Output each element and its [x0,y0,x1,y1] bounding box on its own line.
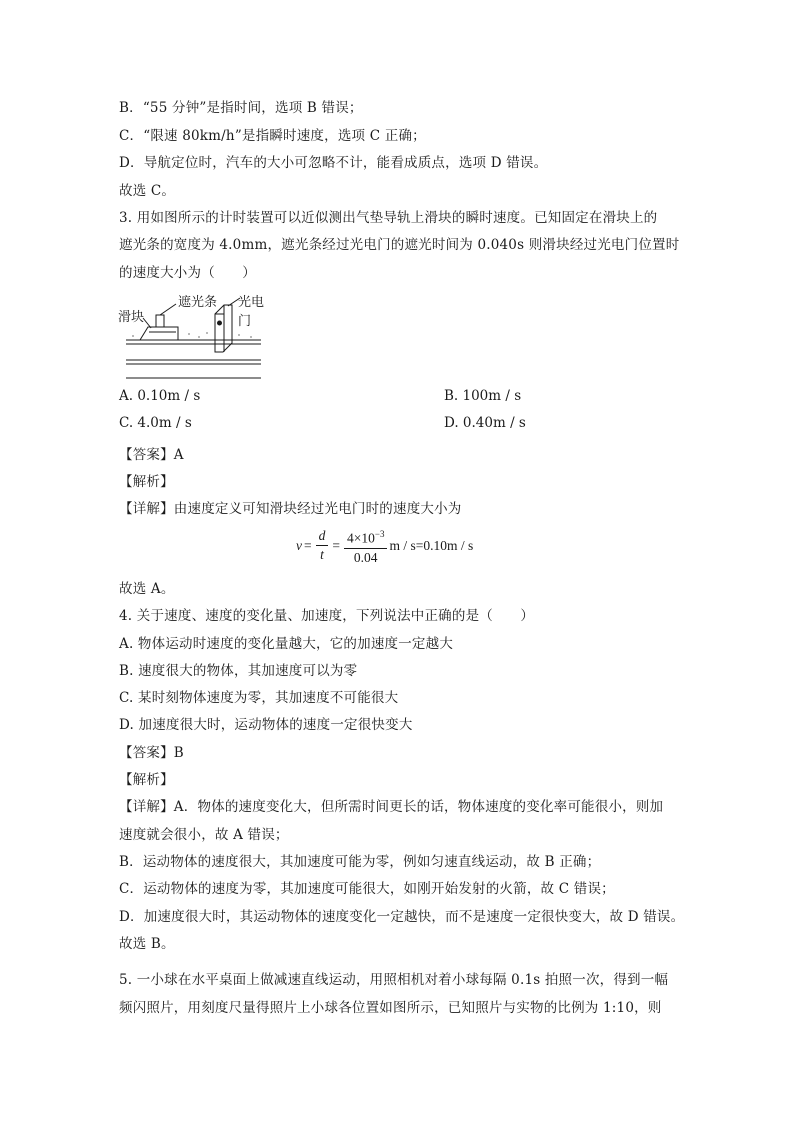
q4-answer: 【答案】B [119,745,184,761]
q3-stem-2: 遮光条的宽度为 4.0mm，遮光条经过光电门的遮光时间为 0.040s 则滑块经过光电门位置时 [119,237,680,253]
q4-option-c: C. 某时刻物体速度为零，其加速度不可能很大 [119,690,399,706]
velocity-formula [296,525,473,569]
formula-result: m / s=0.10m / s [389,537,474,553]
q3-stem-3: 的速度大小为（ ） [119,265,256,281]
line-2: C．“限速 80km/h”是指瞬时速度，选项 C 正确； [119,128,426,144]
fraction-denominator: 0.04 [353,549,378,565]
q3-conclusion: 故选 A。 [119,581,175,597]
air-track-figure [118,288,268,384]
slider-label: 滑块 [118,310,145,325]
fraction-t: t [320,547,324,563]
q4-detail-2: 速度就会很小，故 A 错误； [119,827,289,843]
formula-eq-1: = [304,537,312,553]
numerator-base: 4×10 [347,530,375,546]
q3-answer: 【答案】A [119,447,184,463]
fraction-d: d [316,527,329,546]
gate-label: 光电门 [238,295,265,329]
q3-option-b: B. 100m / s [444,388,522,404]
line-4: 故选 C。 [119,183,176,199]
q3-option-c: C. 4.0m / s [119,415,192,431]
q3-option-d: D. 0.40m / s [444,415,526,431]
q3-stem-1: 3. 用如图所示的计时装置可以近似测出气垫导轨上滑块的瞬时速度。已知固定在滑块上的 [119,210,658,226]
q3-detail: 【详解】由速度定义可知滑块经过光电门时的速度大小为 [119,501,462,517]
formula-eq-2: = [332,537,340,553]
q5-stem-1: 5. 一小球在水平桌面上做减速直线运动，用照相机对着小球每隔 0.1s 拍照一次，得到一幅 [119,972,669,988]
fraction-value [344,525,387,567]
q4-detail-1: 【详解】A．物体的速度变化大，但所需时间更长的话，物体速度的变化率可能很小，则加 [119,799,664,815]
fraction-d-over-t [316,527,329,564]
q4-option-b: B. 速度很大的物体，其加速度可以为零 [119,663,358,679]
q4-conclusion: 故选 B。 [119,936,175,952]
q3-analysis: 【解析】 [119,474,174,490]
q4-option-a: A. 物体运动时速度的变化量越大，它的加速度一定越大 [119,636,454,652]
q4-detail-5: D．加速度很大时，其运动物体的速度变化一定越快，而不是速度一定很快变大，故 D 错误。 [119,909,685,925]
line-3: D．导航定位时，汽车的大小可忽略不计，能看成质点，选项 D 错误。 [119,155,548,171]
q4-stem: 4. 关于速度、速度的变化量、加速度，下列说法中正确的是（ ） [119,608,535,624]
q5-stem-2: 频闪照片，用刻度尺量得照片上小球各位置如图所示，已知照片与实物的比例为 1:10，则 [119,1000,662,1016]
strip-label: 遮光条 [178,295,218,310]
q3-option-a: A. 0.10m / s [119,388,201,404]
formula-v: v [296,537,302,553]
q4-option-d: D. 加速度很大时，运动物体的速度一定很快变大 [119,717,413,733]
q4-detail-4: C．运动物体的速度为零，其加速度可能很大，如刚开始发射的火箭，故 C 错误； [119,881,615,897]
line-1: B．“55 分钟”是指时间，选项 B 错误； [119,100,363,116]
fraction-numerator [344,525,387,549]
q4-detail-3: B．运动物体的速度很大，其加速度可能为零，例如匀速直线运动，故 B 正确； [119,854,601,870]
q4-analysis: 【解析】 [119,772,174,788]
numerator-exponent: −3 [374,529,385,539]
